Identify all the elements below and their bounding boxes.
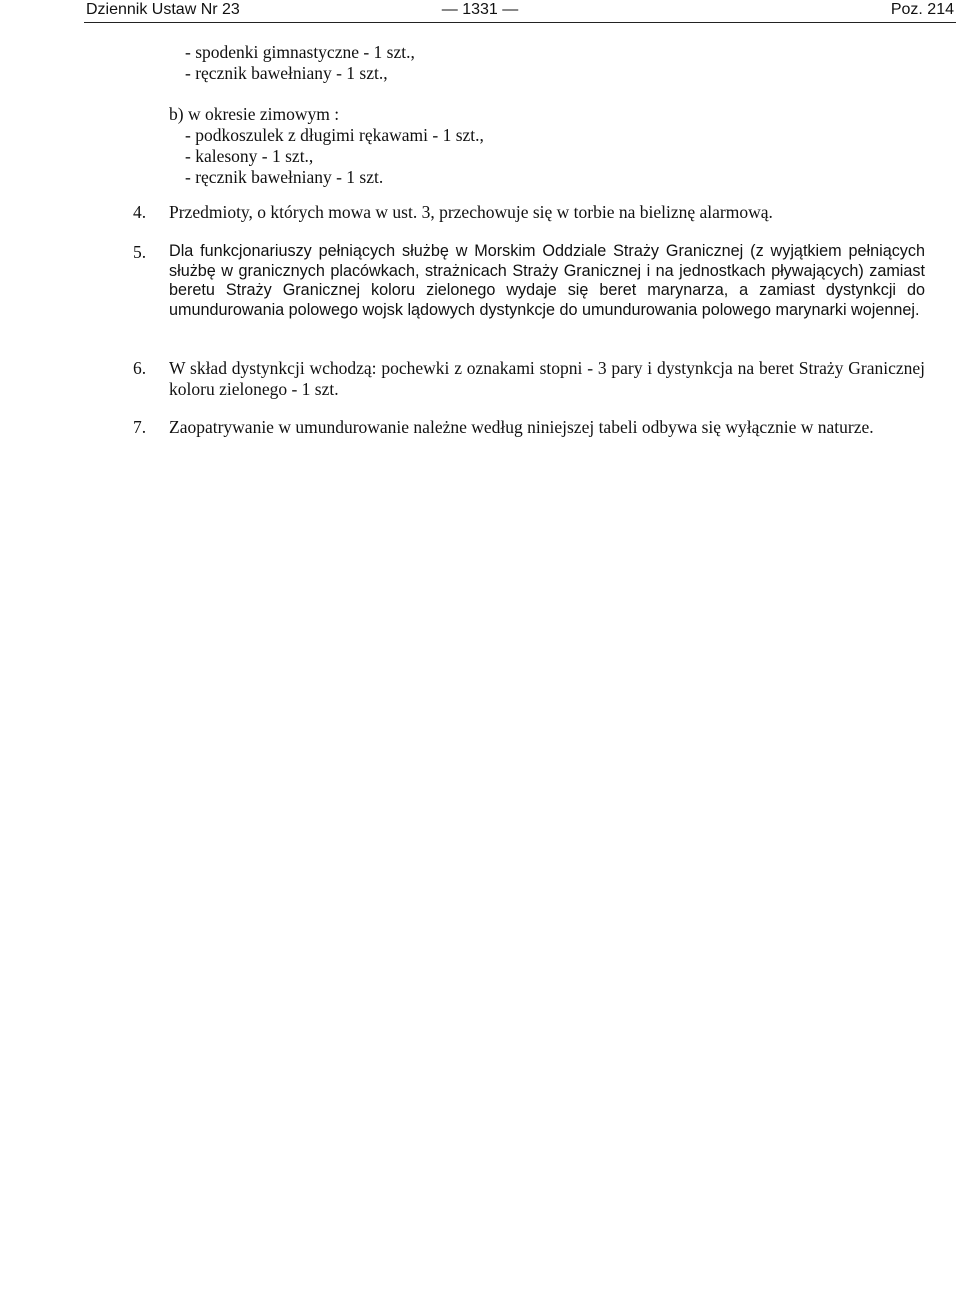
point-text: Zaopatrywanie w umundurowanie należne według niniejszej tabeli odbywa się wyłącznie w naturze. <box>169 417 874 437</box>
position-number: Poz. 214 <box>890 1 954 18</box>
list-item: - kalesony - 1 szt., <box>185 146 314 166</box>
list-item: - spodenki gimnastyczne - 1 szt., <box>185 42 415 62</box>
point-text: W skład dystynkcji wchodzą: pochewki z oznakami stopni - 3 pary i dystynkcja na beret Straży Granicznej koloru zielonego - 1 szt. <box>169 358 925 399</box>
list-item: - podkoszulek z długimi rękawami - 1 szt., <box>185 125 484 145</box>
point-number: 4. <box>133 202 147 222</box>
page-header <box>0 0 960 26</box>
point-text: Przedmioty, o których mowa w ust. 3, przechowuje się w torbie na bieliznę alarmową. <box>169 202 773 222</box>
point-number: 6. <box>133 358 147 378</box>
list-item: - ręcznik bawełniany - 1 szt., <box>185 63 388 83</box>
point-number: 5. <box>133 242 147 262</box>
subsection-heading: b) w okresie zimowym : <box>169 104 340 124</box>
point-text: Dla funkcjonariuszy pełniących służbę w Morskim Oddziale Straży Granicznej (z wyjątkiem pełniących służbę w granicznych placówkach, strażnicach Straży Granicznej i na jednostkach pływających) zamiast beretu Straży Granicznej koloru zielonego wydaje się beret marynarza, a zamiast dystynkcji do umundurowania polowego wojsk lądowych dystynkcje do umundurowania polowego marynarki wojennej. <box>169 242 925 320</box>
point-number: 7. <box>133 417 147 437</box>
list-item: - ręcznik bawełniany - 1 szt. <box>185 167 384 187</box>
header-rule <box>84 22 956 23</box>
journal-title: Dziennik Ustaw Nr 23 <box>86 1 240 18</box>
page-number: — 1331 — <box>441 1 519 18</box>
